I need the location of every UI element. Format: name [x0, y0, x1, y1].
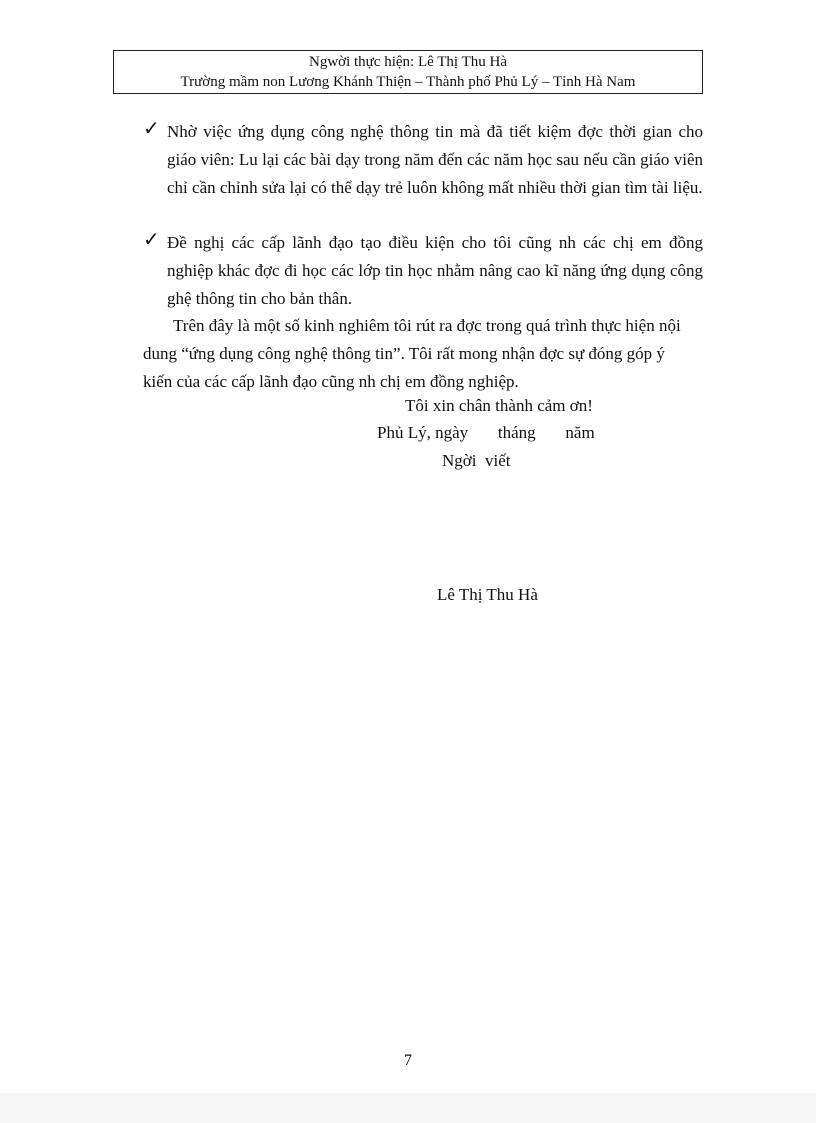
page-bottom-strip	[0, 1093, 816, 1123]
school-line: Trường mầm non Lương Khánh Thiện – Thành phố Phủ Lý – Tỉnh Hà Nam	[180, 74, 636, 90]
writer-label: Ngời viết	[442, 451, 511, 470]
author-header-box	[113, 50, 703, 94]
conclusion-paragraph: Trên đây là một số kinh nghiêm tôi rút ra đợc trong quá trình thực hiện nội dung “ứng dụng công nghệ thông tin”. Tôi rất mong nhận đợc sự đóng góp ý kiến của các cấp lãnh đạo cũng nh chị em đồng nghiệp.	[143, 316, 681, 391]
bullet-item-2	[143, 229, 703, 313]
page-number: 7	[404, 1052, 412, 1069]
thanks-line: Tôi xin chân thành cảm ơn!	[405, 396, 593, 415]
check-icon: ✓	[143, 118, 160, 140]
place-date-line: Phủ Lý, ngày tháng năm	[377, 423, 595, 442]
author-line: Ngwời thực hiện: Lê Thị Thu Hà	[309, 54, 507, 70]
check-icon: ✓	[143, 229, 160, 251]
bullet-text-1: Nhờ việc ứng dụng công nghệ thông tin mà đã tiết kiệm đợc thời gian cho giáo viên: Lu lại các bài dạy trong năm đến các năm học sau nếu cần giáo viên chỉ cần chỉnh sửa lại có thể dạy trẻ luôn không mất nhiều thời gian tìm tài liệu.	[167, 122, 703, 197]
bullet-item-1	[143, 118, 703, 202]
bullet-text-2: Đề nghị các cấp lãnh đạo tạo điều kiện cho tôi cũng nh các chị em đồng nghiệp khác đợc đi học các lớp tin học nhằm nâng cao kĩ năng ứng dụng công ghệ thông tin cho bản thân.	[167, 233, 703, 308]
signature-name: Lê Thị Thu Hà	[437, 585, 538, 604]
